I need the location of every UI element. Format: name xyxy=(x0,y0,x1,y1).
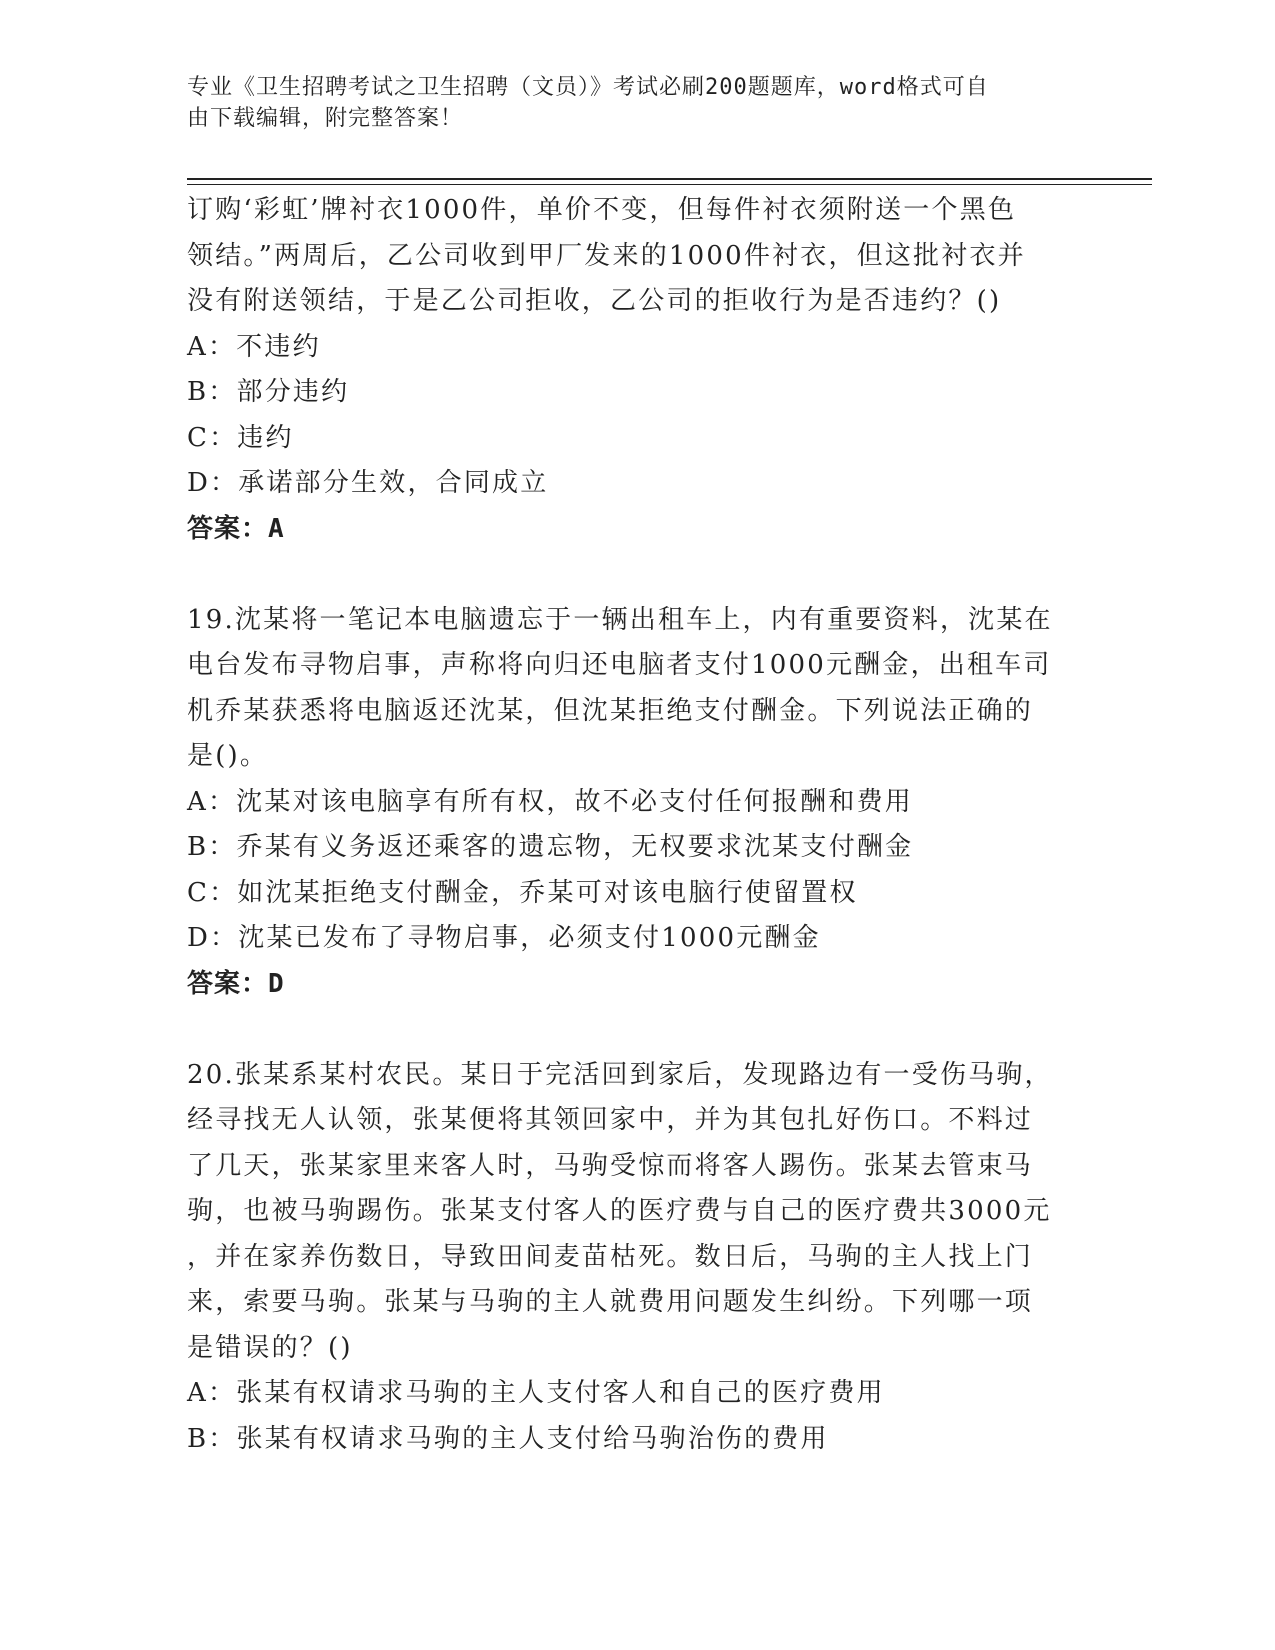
spacer xyxy=(187,552,1077,598)
option-b: B：乔某有义务返还乘客的遗忘物，无权要求沈某支付酬金 xyxy=(187,832,914,862)
document-header xyxy=(187,72,1077,134)
header-rule xyxy=(187,184,1152,185)
question-18 xyxy=(187,188,1077,552)
answer: 答案：A xyxy=(187,513,285,544)
option-b: B：张某有权请求马驹的主人支付给马驹治伤的费用 xyxy=(187,1423,829,1454)
question-text-line: 了几天，张某家里来客人时，马驹受惊而将客人踢伤。张某去管束马 xyxy=(187,1150,1034,1181)
question-text-line: 机乔某获悉将电脑返还沈某，但沈某拒绝支付酬金。下列说法正确的 xyxy=(187,695,1034,726)
question-text-line: 没有附送领结，于是乙公司拒收，乙公司的拒收行为是否违约？() xyxy=(187,286,1002,316)
header-rule xyxy=(187,178,1152,180)
option-c: C：违约 xyxy=(187,422,294,453)
header-line: 专业《卫生招聘考试之卫生招聘（文员）》考试必刷200题题库，word格式可自 xyxy=(187,75,989,100)
question-19 xyxy=(187,598,1077,1008)
question-text-line: 经寻找无人认领，张某便将其领回家中，并为其包扎好伤口。不料过 xyxy=(187,1105,1034,1135)
option-d: D：沈某已发布了寻物启事，必须支付1000元酬金 xyxy=(187,923,821,953)
question-text-line: 20.张某系某村农民。某日于完活回到家后，发现路边有一受伤马驹， xyxy=(187,1059,1053,1090)
answer: 答案：D xyxy=(187,968,285,999)
question-content xyxy=(187,188,1077,1462)
option-b: B：部分违约 xyxy=(187,377,350,407)
question-text-line: 是错误的？() xyxy=(187,1332,353,1363)
question-20 xyxy=(187,1053,1077,1463)
spacer xyxy=(187,1007,1077,1053)
question-text-line: 是()。 xyxy=(187,741,269,771)
question-text-line: ，并在家养伤数日，导致田间麦苗枯死。数日后，马驹的主人找上门 xyxy=(187,1241,1034,1272)
option-a: A：沈某对该电脑享有所有权，故不必支付任何报酬和费用 xyxy=(187,786,913,817)
option-c: C：如沈某拒绝支付酬金，乔某可对该电脑行使留置权 xyxy=(187,877,858,908)
question-text-line: 来，索要马驹。张某与马驹的主人就费用问题发生纠纷。下列哪一项 xyxy=(187,1287,1034,1317)
question-text-line: 电台发布寻物启事，声称将向归还电脑者支付1000元酬金，出租车司 xyxy=(187,650,1052,680)
question-text-line: 领结。”两周后，乙公司收到甲厂发来的1000件衬衣，但这批衬衣并 xyxy=(187,240,1026,271)
option-a: A：张某有权请求马驹的主人支付客人和自己的医疗费用 xyxy=(187,1378,885,1408)
header-line: 由下载编辑，附完整答案！ xyxy=(187,106,464,131)
option-a: A：不违约 xyxy=(187,331,321,362)
question-text-line: 驹，也被马驹踢伤。张某支付客人的医疗费与自己的医疗费共3000元 xyxy=(187,1196,1052,1226)
question-text-line: 订购‘彩虹’牌衬衣1000件，单价不变，但每件衬衣须附送一个黑色 xyxy=(187,195,1017,225)
option-d: D：承诺部分生效，合同成立 xyxy=(187,468,549,498)
question-text-line: 19.沈某将一笔记本电脑遗忘于一辆出租车上，内有重要资料，沈某在 xyxy=(187,604,1053,635)
